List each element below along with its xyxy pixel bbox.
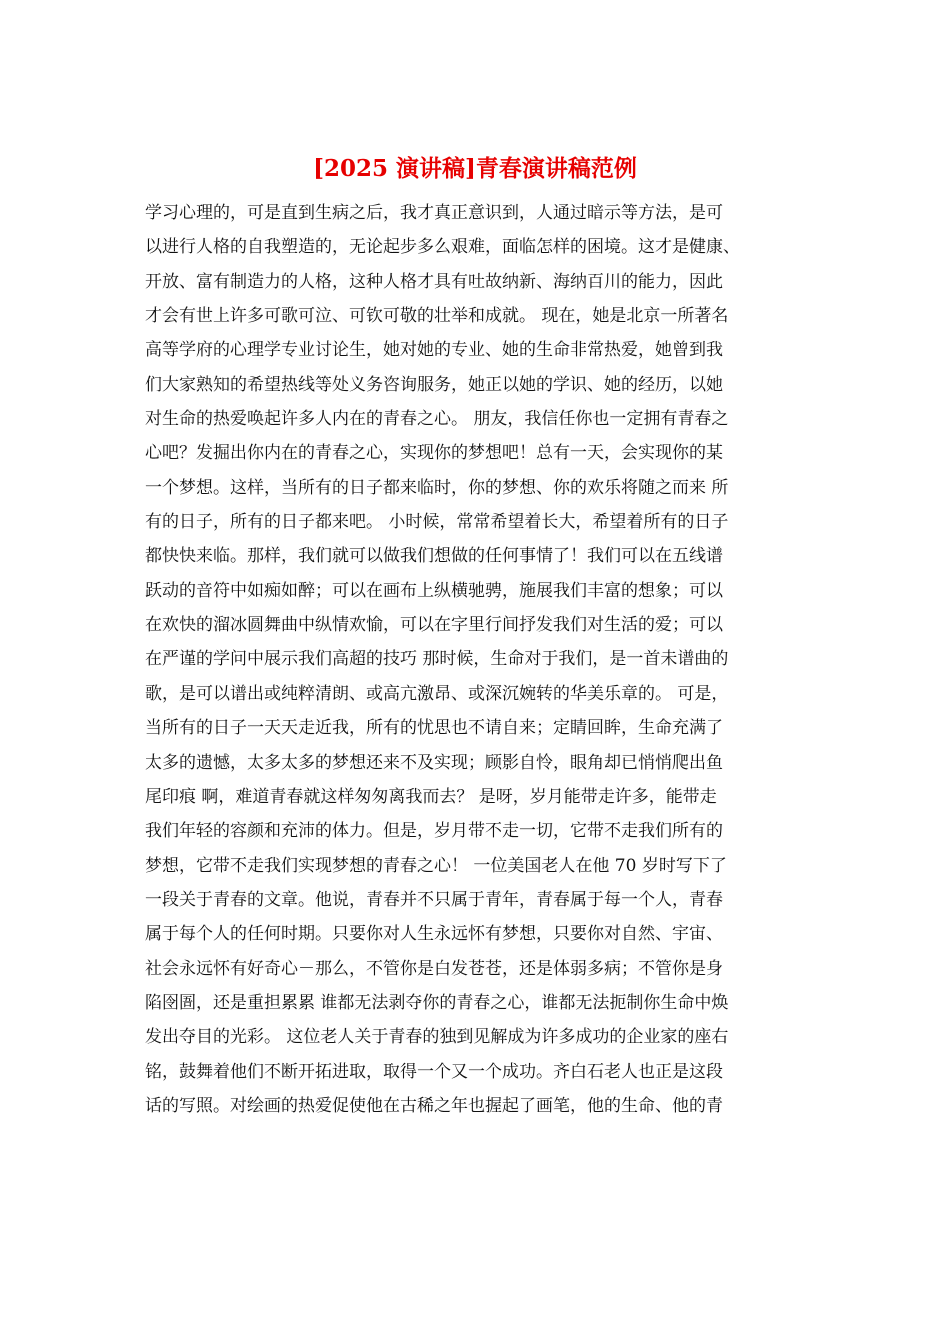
body-line: 铭，鼓舞着他们不断开拓进取，取得一个又一个成功。齐白石老人也正是这段 (145, 1061, 723, 1082)
body-line: 社会永远怀有好奇心－那么，不管你是白发苍苍，还是体弱多病；不管你是身 (145, 958, 723, 979)
body-line: 有的日子，所有的日子都来吧。 小时候，常常希望着长大，希望着所有的日子 (145, 512, 729, 533)
body-line: 一个梦想。这样，当所有的日子都来临时，你的梦想、你的欢乐将随之而来 所 (145, 477, 729, 498)
body-line: 尾印痕 啊，难道青春就这样匆匆离我而去？ 是呀，岁月能带走许多，能带走 (145, 786, 717, 807)
body-line: 们大家熟知的希望热线等处义务咨询服务，她正以她的学识、她的经历，以她 (145, 374, 723, 395)
body-line: 发出夺目的光彩。 这位老人关于青春的独到见解成为许多成功的企业家的座右 (145, 1027, 729, 1048)
body-line: 心吧？发掘出你内在的青春之心，实现你的梦想吧！总有一天，会实现你的某 (145, 443, 723, 464)
body-line: 都快快来临。那样，我们就可以做我们想做的任何事情了！我们可以在五线谱 (145, 546, 723, 567)
body-line: 梦想，它带不走我们实现梦想的青春之心！ 一位美国老人在他 70 岁时写下了 (145, 855, 727, 876)
body-line: 我们年轻的容颜和充沛的体力。但是，岁月带不走一切，它带不走我们所有的 (145, 821, 723, 842)
body-line: 在严谨的学问中展示我们高超的技巧 那时候，生命对于我们，是一首未谱曲的 (145, 649, 729, 670)
body-line: 才会有世上许多可歌可泣、可钦可敬的壮举和成就。 现在，她是北京一所著名 (145, 306, 729, 327)
document-title: [2025 演讲稿]青春演讲稿范例 (313, 155, 637, 182)
body-line: 在欢快的溜冰圆舞曲中纵情欢愉，可以在字里行间抒发我们对生活的爱；可以 (145, 615, 723, 636)
body-line: 以进行人格的自我塑造的，无论起步多么艰难，面临怎样的困境。这才是健康、 (145, 237, 740, 258)
body-line: 歌，是可以谱出或纯粹清朗、或高亢激昂、或深沉婉转的华美乐章的。 可是， (145, 683, 729, 704)
body-line: 属于每个人的任何时期。只要你对人生永远怀有梦想，只要你对自然、宇宙、 (145, 924, 723, 945)
body-line: 学习心理的，可是直到生病之后，我才真正意识到，人通过暗示等方法，是可 (145, 203, 723, 223)
body-line: 对生命的热爱唤起许多人内在的青春之心。 朋友，我信任你也一定拥有青春之 (145, 409, 729, 430)
body-line: 跃动的音符中如痴如醉；可以在画布上纵横驰骋，施展我们丰富的想象；可以 (145, 580, 723, 601)
body-line: 话的写照。对绘画的热爱促使他在古稀之年也握起了画笔，他的生命、他的青 (145, 1095, 723, 1116)
body-line: 开放、富有制造力的人格，这种人格才具有吐故纳新、海纳百川的能力，因此 (145, 271, 723, 292)
body-line: 一段关于青春的文章。他说，青春并不只属于青年，青春属于每一个人，青春 (145, 889, 723, 910)
body-line: 陷囹圄，还是重担累累 谁都无法剥夺你的青春之心，谁都无法扼制你生命中焕 (145, 992, 729, 1013)
body-line: 太多的遗憾，太多太多的梦想还来不及实现；顾影自怜，眼角却已悄悄爬出鱼 (145, 752, 723, 773)
document-body (145, 196, 815, 1123)
body-line: 当所有的日子一天天走近我，所有的忧思也不请自来；定睛回眸，生命充满了 (145, 718, 723, 739)
body-line: 高等学府的心理学专业讨论生，她对她的专业、她的生命非常热爱，她曾到我 (145, 340, 723, 361)
